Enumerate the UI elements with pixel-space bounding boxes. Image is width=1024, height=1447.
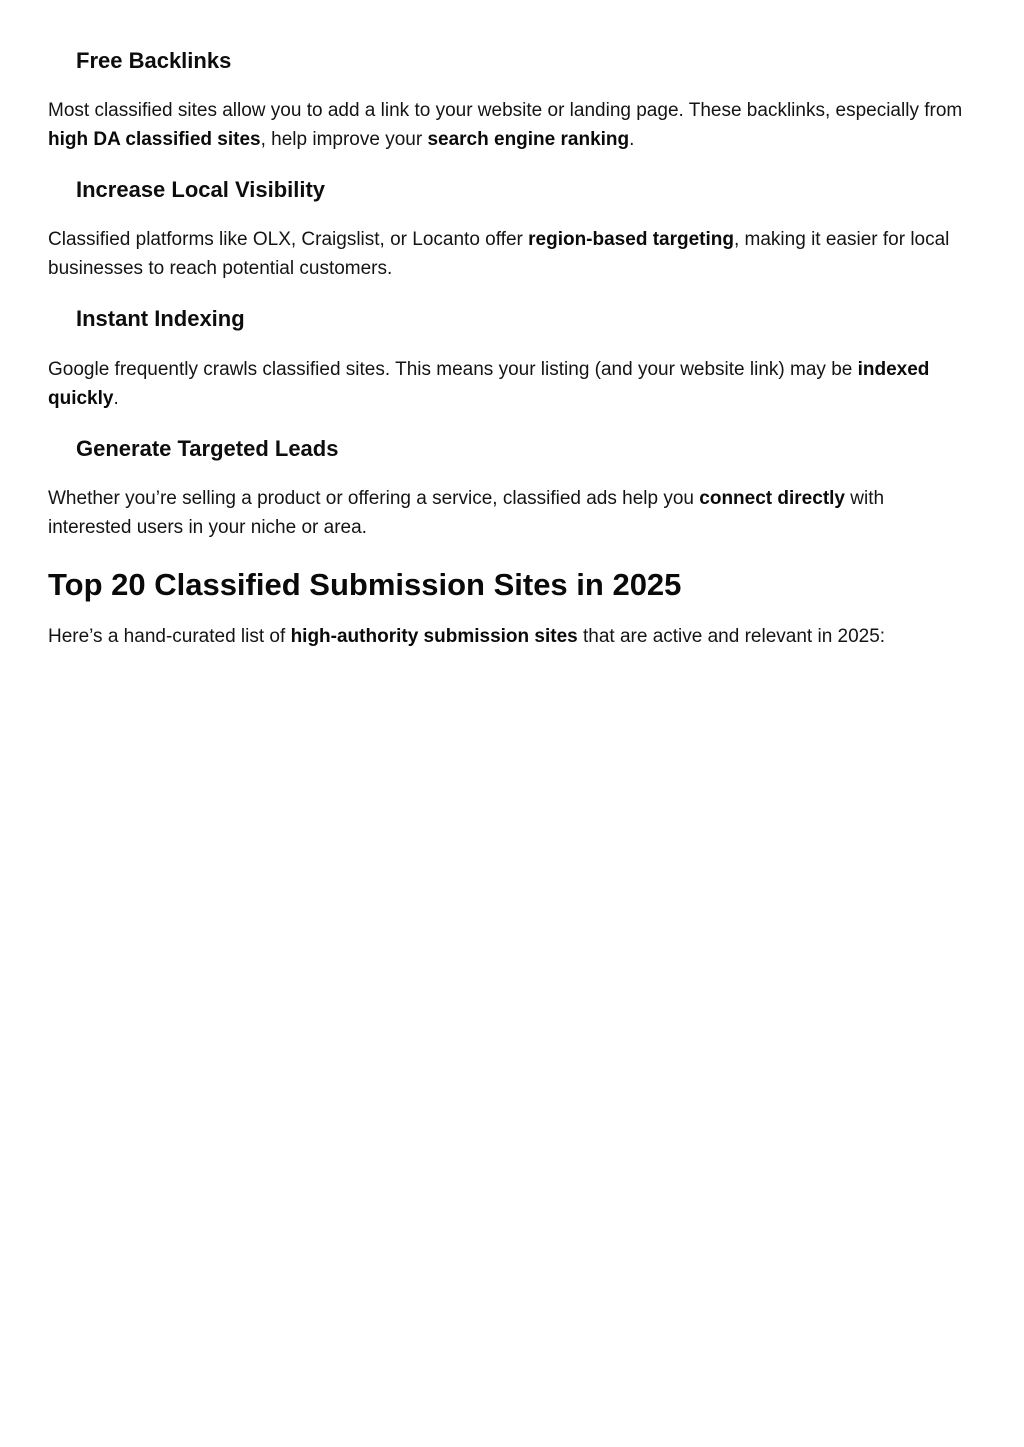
paragraph-top-20-intro: Here’s a hand-curated list of high-authority submission sites that are active and relevant in 2025: [48,626,886,647]
section-title-top-20: Top 20 Classified Submission Sites in 2025 [48,567,682,602]
bold-high-da-classified-sites: high DA classified sites [48,128,261,150]
bold-search-engine-ranking: search engine ranking [427,128,630,150]
paragraph-targeted-leads: Whether you’re selling a product or offering a service, classified ads help you connect directly with interested users in your niche or area. [48,488,885,538]
bold-connect-directly: connect directly [699,488,845,509]
paragraph-instant-indexing: Google frequently crawls classified sites. This means your listing (and your website link) may be indexed quickly. [48,359,930,409]
paragraph-local-visibility: Classified platforms like OLX, Craigslist, or Locanto offer region-based targeting, making it easier for local businesses to reach potential customers. [48,229,950,279]
heading-generate-targeted-leads: Generate Targeted Leads [76,436,339,461]
paragraph-free-backlinks: Most classified sites allow you to add a link to your website or landing page. These backlinks, especially from high DA classified sites, help improve your search engine ranking. [48,100,963,150]
heading-free-backlinks: Free Backlinks [76,48,232,73]
bold-high-authority-submission-sites: high-authority submission sites [290,626,578,647]
heading-increase-local-visibility: Increase Local Visibility [76,177,326,202]
bold-region-based-targeting: region-based targeting [528,229,734,250]
bold-indexed-quickly: indexed quickly [48,359,930,409]
heading-instant-indexing: Instant Indexing [76,306,245,331]
